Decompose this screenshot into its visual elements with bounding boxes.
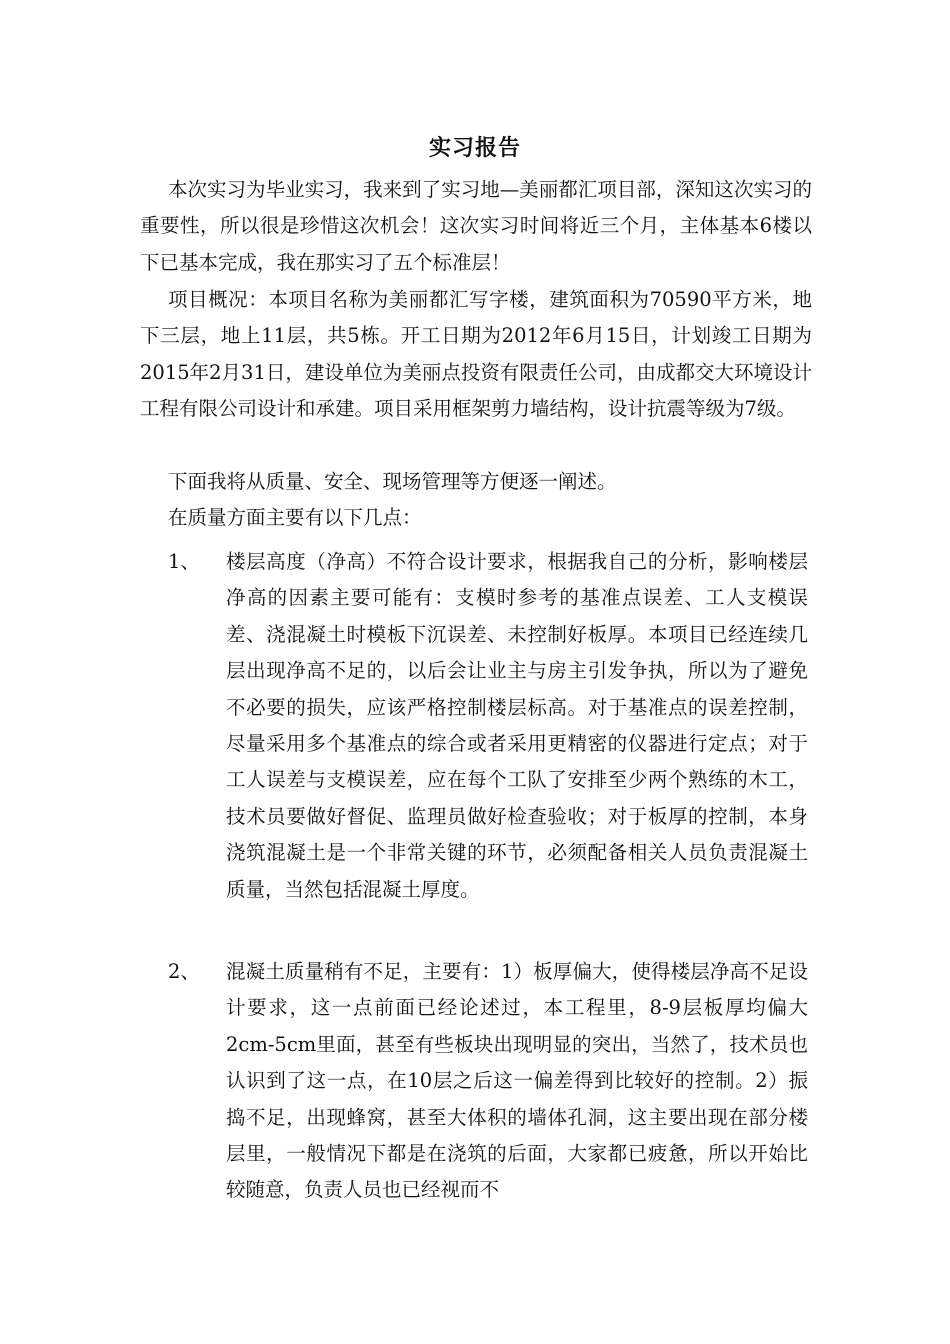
list-item-text: 楼层高度（净高）不符合设计要求，根据我自己的分析，影响楼层净高的因素主要可能有：支模时参考的基准点误差、工人支模误差、浇混凝土时模板下沉误差、未控制好板厚。本项目已经连续几层出现净高不足的，以后会让业主与房主引发争执，所以为了避免不必要的损失，应该严格控制楼层标高。对于基准点的误差控制，尽量采用多个基准点的综合或者采用更精密的仪器进行定点；对于工人误差与支模误差，应在每个工队了安排至少两个熟练的木工，技术员要做好督促、监理员做好检查验收；对于板厚的控制，本身浇筑混凝土是一个非常关键的环节，必须配备相关人员负责混凝土质量，当然包括混凝土厚度。 [226, 550, 808, 901]
list-item-text: 混凝土质量稍有不足，主要有：1）板厚偏大，使得楼层净高不足设计要求，这一点前面已经论述过，本工程里，8-9层板厚均偏大2cm-5cm里面，甚至有些板块出现明显的突出，当然了，技术员也认识到了这一点，在10层之后这一偏差得到比较好的控制。2）振捣不足，出现蜂窝，甚至大体积的墙体孔洞，这主要出现在部分楼层里，一般情况下都是在浇筑的后面，大家都已疲惫，所以开始比较随意，负责人员也已经视而不 [226, 960, 808, 1202]
list-item-number: 2、 [168, 960, 200, 983]
list-item-number: 1、 [168, 550, 200, 573]
paragraph-project-overview: 项目概况：本项目名称为美丽都汇写字楼，建筑面积为70590平方米，地下三层，地上11层，共5栋。开工日期为2012年6月15日，计划竣工日期为2015年2月31日，建设单位为美丽点投资有限责任公司，由成都交大环境设计工程有限公司设计和承建。项目采用框架剪力墙结构，设计抗震等级为7级。 [140, 288, 812, 421]
document-title: 实习报告 [428, 136, 521, 161]
paragraph-quality-intro: 在质量方面主要有以下几点： [168, 506, 422, 529]
paragraph-outline: 下面我将从质量、安全、现场管理等方便逐一阐述。 [168, 470, 617, 493]
paragraph-intro: 本次实习为毕业实习，我来到了实习地—美丽都汇项目部，深知这次实习的重要性，所以很是珍惜这次机会！这次实习时间将近三个月，主体基本6楼以下已基本完成，我在那实习了五个标准层！ [140, 178, 812, 274]
